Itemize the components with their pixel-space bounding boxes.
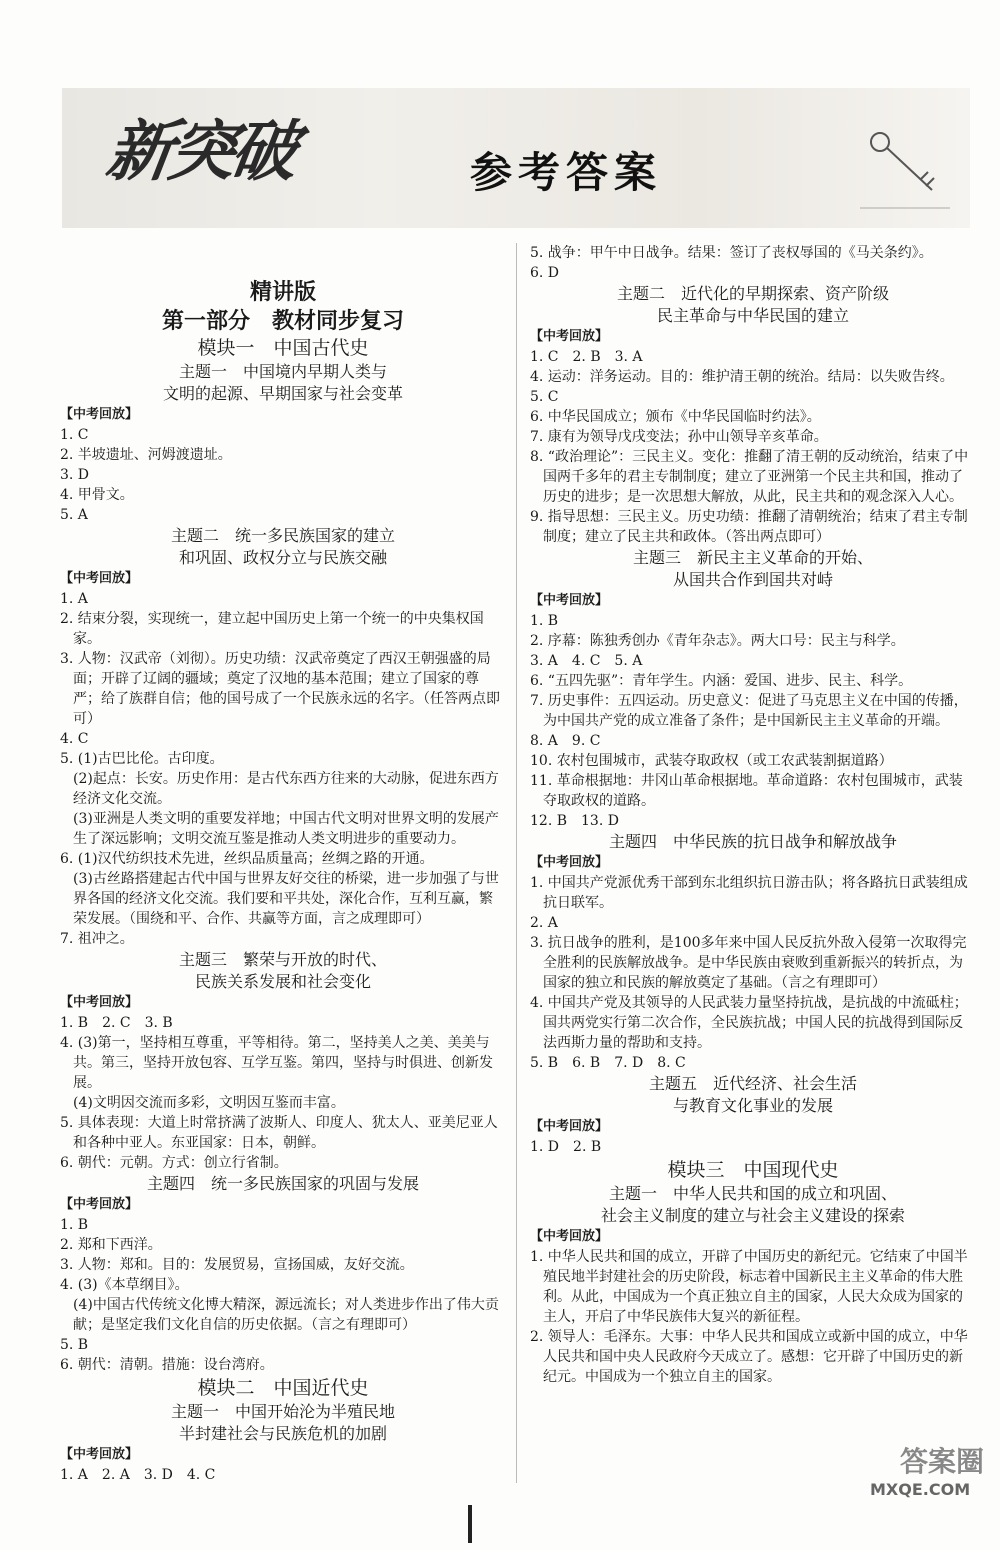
answer-item: 4. 甲骨文。 [60,487,134,503]
topic-heading: 主题二 近代化的早期探索、资产阶级 [616,284,889,303]
answer-item: 8. A 9. C [530,733,601,749]
topic-heading: 与教育文化事业的发展 [672,1096,833,1115]
answer-item: 3. 人物：郑和。目的：发展贸易，宣扬国威，友好交流。 [60,1257,414,1273]
answer-item: 2. 半坡遗址、河姆渡遗址。 [60,447,232,463]
answer-item: 1. B [60,1217,89,1233]
review-label: 【中考回放】 [530,1119,609,1134]
answer-item: 6. 朝代：元朝。方式：创立行省制。 [60,1155,288,1171]
module-heading: 模块二 中国近代史 [197,1377,369,1399]
topic-heading: 民主革命与中华民国的建立 [656,306,849,325]
review-label: 【中考回放】 [60,1447,139,1462]
answer-item: 3. A 4. C 5. A [530,653,643,669]
answer-item: 4. 中国共产党及其领导的人民武装力量坚持抗战，是抗战的中流砥柱；国共两党实行第二次合作，全民族抗战；中国人民的抗战得到国际反法西斯力量的帮助和支持。 [530,995,968,1051]
topic-heading: 半封建社会与民族危机的加剧 [178,1424,387,1443]
answer-subitem: (4)中国古代传统文化博大精深，源远流长；对人类进步作出了伟大贡献；是坚定我们文化自信的历史依据。（言之有理即可） [73,1297,499,1333]
answer-item: 1. 中华人民共和国的成立，开辟了中国历史的新纪元。它结束了中国半殖民地半封建社会的历史阶段，标志着中国新民主主义革命的伟大胜利。从此，中国成为一个真正独立自主的国家，人民大众成为国家的主人，开启了中华民族伟大复兴的新征程。 [530,1249,968,1325]
answer-item: 7. 历史事件：五四运动。历史意义：促进了马克思主义在中国的传播，为中国共产党的成立准备了条件；是中国新民主主义革命的开端。 [530,693,968,729]
answer-item: 1. C 2. B 3. A [530,349,643,365]
module-heading: 模块一 中国古代史 [197,337,369,359]
answer-item: 1. D 2. B [530,1139,602,1155]
answer-item: 6. “五四先驱”：青年学生。内涵：爱国、进步、民主、科学。 [530,673,913,689]
watermark-url: MXQE.COM [870,1480,971,1499]
topic-heading: 主题一 中国境内早期人类与 [178,362,387,381]
answer-item: 11. 革命根据地：井冈山革命根据地。革命道路：农村包围城市，武装夺取政权的道路。 [530,773,963,809]
column-divider [516,243,517,1483]
review-label: 【中考回放】 [530,855,609,870]
answer-item: 5. (1)古巴比伦。古印度。 [60,751,224,767]
topic-heading: 主题一 中国开始沦为半殖民地 [170,1402,395,1421]
answer-item: 8. “政治理论”：三民主义。变化：推翻了清王朝的反动统治，结束了中国两千多年的君主专制制度；建立了亚洲第一个民主共和国，推动了历史的进步；是一次思想大解放，从此，民主共和的观念深入人心。 [530,449,969,505]
answer-subitem: (3)亚洲是人类文明的重要发祥地；中国古代文明对世界文明的发展产生了深远影响；文明交流互鉴是推动人类文明进步的重要动力。 [73,811,499,847]
answer-subitem: (3)古丝路搭建起古代中国与世界友好交往的桥梁，进一步加强了与世界各国的经济文化交流。我们要和平共处，深化合作，互利互赢，繁荣发展。（围绕和平、合作、共赢等方面，言之成理即可） [73,871,499,927]
answer-item: 2. 序幕：陈独秀创办《青年杂志》。两大口号：民主与科学。 [530,633,905,649]
answer-item: 12. B 13. D [530,813,619,829]
topic-heading: 民族关系发展和社会变化 [194,972,371,991]
topic-heading: 主题三 繁荣与开放的时代、 [178,950,387,969]
answer-item: 3. 人物：汉武帝（刘彻）。历史功绩：汉武帝奠定了西汉王朝强盛的局面；开辟了辽阔的疆域；奠定了汉地的基本范围；建立了国家的尊严；给了族群自信；他的国号成了一个民族永远的名字。（任答两点即可） [60,651,500,727]
review-label: 【中考回放】 [60,995,139,1010]
answer-subitem: (2)起点：长安。历史作用：是古代东西方往来的大动脉，促进东西方经济文化交流。 [73,771,499,807]
answer-item: 2. 领导人：毛泽东。大事：中华人民共和国成立或新中国的成立，中华人民共和国中央人民政府今天成立了。感想：它开辟了中国历史的新纪元。中国成为一个独立自主的国家。 [530,1329,968,1385]
answer-item: 1. B [530,613,559,629]
topic-heading: 主题一 中华人民共和国的成立和巩固、 [608,1184,897,1203]
review-label: 【中考回放】 [60,571,139,586]
review-label: 【中考回放】 [60,407,139,422]
left-column [60,243,506,1485]
answer-item: 1. C [60,427,89,443]
review-label: 【中考回放】 [530,1229,609,1244]
answer-item: 2. 郑和下西洋。 [60,1237,162,1253]
answer-item: 5. C [530,389,559,405]
answer-item: 5. 战争：甲午中日战争。结果：签订了丧权辱国的《马关条约》。 [530,245,933,261]
topic-heading: 文明的起源、早期国家与社会变革 [162,384,403,403]
topic-heading: 社会主义制度的建立与社会主义建设的探索 [600,1206,905,1225]
brand-logo: 新突破 [101,112,299,190]
module-heading: 模块三 中国现代史 [667,1159,839,1181]
answer-subitem: (4)文明因交流而多彩，文明因互鉴而丰富。 [73,1095,345,1111]
answer-item: 6. 朝代：清朝。措施：设台湾府。 [60,1357,274,1373]
answer-item: 10. 农村包围城市，武装夺取政权（或工农武装割据道路） [530,753,893,769]
topic-heading: 主题三 新民主主义革命的开始、 [632,548,873,567]
answer-item: 4. 运动：洋务运动。目的：维护清王朝的统治。结局：以失败告终。 [530,369,954,385]
answer-item: 2. A [530,915,558,931]
edition-title: 精讲版 [249,279,316,305]
page-title: 参考答案 [470,148,663,197]
review-label: 【中考回放】 [530,329,609,344]
watermark-text: 答案圈 [900,1445,985,1478]
answer-item: 6. D [530,265,560,281]
answer-item: 7. 祖冲之。 [60,931,134,947]
answer-item: 4. (3)《本草纲目》。 [60,1277,189,1293]
answer-item: 1. 中国共产党派优秀干部到东北组织抗日游击队；将各路抗日武装组成抗日联军。 [530,875,968,911]
topic-heading: 主题四 统一多民族国家的巩固与发展 [146,1174,419,1193]
answer-item: 1. B 2. C 3. B [60,1015,173,1031]
answer-item: 5. A [60,507,88,523]
answer-item: 5. B 6. B 7. D 8. C [530,1055,686,1071]
topic-heading: 主题二 统一多民族国家的建立 [170,526,395,545]
answer-item: 3. 抗日战争的胜利，是100多年来中国人民反抗外敌入侵第一次取得完全胜利的民族解放战争。是中华民族由衰败到重新振兴的转折点，为国家的独立和民族的解放奠定了基础。（言之有理即可） [530,935,967,991]
answer-item: 6. (1)汉代纺织技术先进，丝织品质量高；丝绸之路的开通。 [60,851,434,867]
topic-heading: 从国共合作到国共对峙 [672,570,833,589]
part-heading: 第一部分 教材同步复习 [161,308,404,334]
answer-item: 4. C [60,731,89,747]
answer-item: 4. (3)第一，坚持相互尊重，平等相待。第二，坚持美人之美、美美与共。第三，坚持开放包容、互学互鉴。第四，坚持与时俱进、创新发展。 [60,1035,493,1091]
review-label: 【中考回放】 [60,1197,139,1212]
answer-item: 5. 具体表现：大道上时常挤满了波斯人、印度人、犹太人、亚美尼亚人和各种中亚人。东亚国家：日本，朝鲜。 [60,1115,498,1151]
answer-item: 1. A 2. A 3. D 4. C [60,1467,216,1483]
right-column [530,243,976,1387]
answer-item: 5. B [60,1337,89,1353]
topic-heading: 主题五 近代经济、社会生活 [648,1074,857,1093]
answer-item: 7. 康有为领导戊戌变法；孙中山领导辛亥革命。 [530,429,828,445]
page-mark [468,1505,472,1543]
key-decoration-icon [840,120,960,220]
topic-heading: 和巩固、政权分立与民族交融 [178,548,387,567]
topic-heading: 主题四 中华民族的抗日战争和解放战争 [608,832,897,851]
answer-item: 3. D [60,467,90,483]
answer-item: 6. 中华民国成立；颁布《中华民国临时约法》。 [530,409,821,425]
review-label: 【中考回放】 [530,593,609,608]
answer-item: 1. A [60,591,88,607]
answer-item: 9. 指导思想：三民主义。历史功绩：推翻了清朝统治；结束了君主专制制度；建立了民主共和政体。（答出两点即可） [530,509,968,545]
answer-item: 2. 结束分裂，实现统一，建立起中国历史上第一个统一的中央集权国家。 [60,611,484,647]
